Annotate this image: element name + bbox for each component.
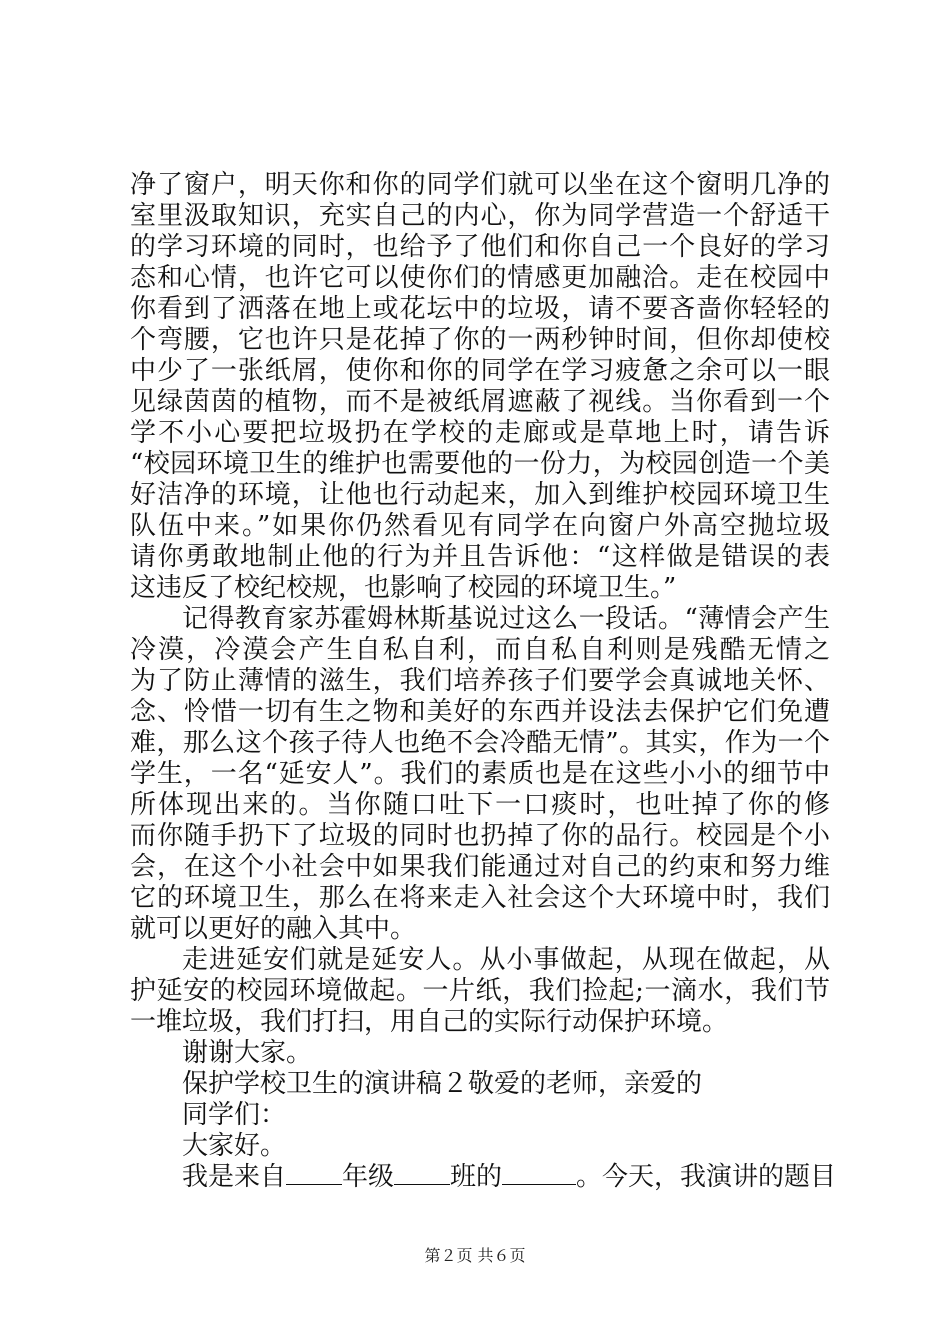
text-line: 所体现出来的。当你随口吐下一口痰时，也吐掉了你的修	[130, 790, 830, 820]
text-line: 中少了一张纸屑，使你和你的同学在学习疲惫之余可以一眼	[130, 356, 830, 386]
intro-text-part: 班的	[450, 1162, 503, 1192]
text-line: 难，那么这个孩子待人也绝不会冷酷无情”。其实，作为一个	[130, 728, 830, 758]
text-line: 净了窗户，明天你和你的同学们就可以坐在这个窗明几净的	[130, 170, 830, 200]
text-line: 它的环境卫生，那么在将来走入社会这个大环境中时，我们	[130, 883, 830, 913]
text-line: 而你随手扔下了垃圾的同时也扔掉了你的品行。校园是个小	[130, 821, 830, 851]
text-line: 为了防止薄情的滋生，我们培养孩子们要学会真诚地关怀、	[130, 666, 830, 696]
intro-text-part: 。今天，我演讲的题目	[576, 1162, 837, 1192]
text-line: 护延安的校园环境做起。一片纸，我们捡起;一滴水，我们节	[130, 976, 830, 1006]
text-line: 学生，一名“延安人”。我们的素质也是在这些小小的细节中	[130, 759, 830, 789]
fill-blank-name	[502, 1162, 576, 1185]
thanks-line: 谢谢大家。	[182, 1038, 313, 1068]
speech-title-line: 保护学校卫生的演讲稿２敬爱的老师，亲爱的	[182, 1069, 703, 1099]
intro-text-part: 我是来自	[182, 1162, 287, 1192]
text-line: 学不小心要把垃圾扔在学校的走廊或是草地上时，请告诉	[130, 418, 830, 448]
text-line: 好洁净的环境，让他也行动起来，加入到维护校园环境卫生	[130, 480, 830, 510]
text-line: 请你勇敢地制止他的行为并且告诉他：“这样做是错误的表	[130, 542, 830, 572]
text-line: 态和心情，也许它可以使你们的情感更加融洽。走在校园中	[130, 263, 830, 293]
intro-line	[130, 1162, 837, 1193]
text-line: 个弯腰，它也许只是花掉了你的一两秒钟时间，但你却使校	[130, 325, 830, 355]
intro-text-part: 年级	[342, 1162, 395, 1192]
text-line: 见绿茵茵的植物，而不是被纸屑遮蔽了视线。当你看到一个	[130, 387, 830, 417]
body-text	[130, 170, 837, 1193]
text-line: 念、怜惜一切有生之物和美好的东西并设法去保护它们免遭	[130, 697, 830, 727]
fill-blank-class	[394, 1162, 450, 1185]
text-line: 就可以更好的融入其中。	[130, 914, 417, 944]
page-number: 第２页 共６页	[424, 1246, 526, 1265]
text-line: 你看到了洒落在地上或花坛中的垃圾，请不要吝啬你轻轻的	[130, 294, 830, 324]
text-line: 会，在这个小社会中如果我们能通过对自己的约束和努力维	[130, 852, 830, 882]
paragraph-start-line: 走进延安们就是延安人。从小事做起，从现在做起，从	[182, 945, 830, 975]
page-footer	[0, 1243, 950, 1266]
text-line: “校园环境卫生的维护也需要他的一份力，为校园创造一个美	[130, 449, 830, 479]
text-line: 这违反了校纪校规，也影响了校园的环境卫生。”	[130, 573, 677, 603]
text-line: 一堆垃圾，我们打扫，用自己的实际行动保护环境。	[130, 1007, 729, 1037]
text-line: 冷漠，冷漠会产生自私自利，而自私自利则是残酷无情之	[130, 635, 830, 665]
text-line: 的学习环境的同时，也给予了他们和你自己一个良好的学习	[130, 232, 830, 262]
fill-blank-grade	[286, 1162, 342, 1185]
greeting-line: 大家好。	[182, 1131, 287, 1161]
text-line: 室里汲取知识，充实自己的内心，你为同学营造一个舒适干	[130, 201, 830, 231]
salutation-line: 同学们：	[182, 1100, 287, 1130]
text-line: 队伍中来。”如果你仍然看见有同学在向窗户外高空抛垃圾	[130, 511, 830, 541]
paragraph-start-line: 记得教育家苏霍姆林斯基说过这么一段话。“薄情会产生	[182, 604, 830, 634]
